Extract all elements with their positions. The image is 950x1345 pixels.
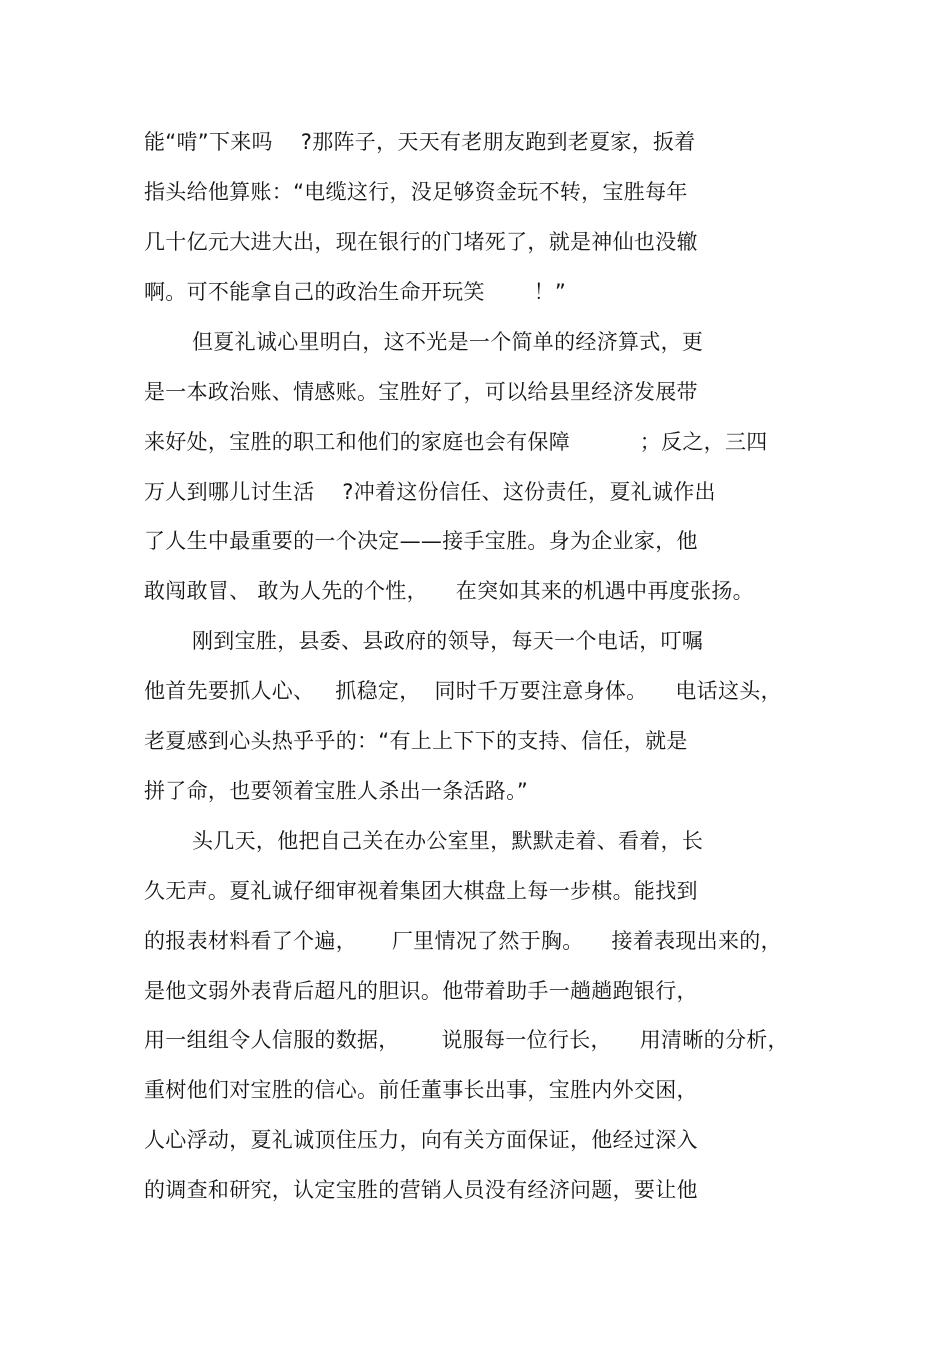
- text-line: 是一本政治账、情感账。宝胜好了，可以给县里经济发展带: [144, 380, 698, 404]
- text-line: 拼了命，也要领着宝胜人杀出一条活路。”: [144, 779, 529, 803]
- text-line: 万人到哪儿讨生活 ?冲着这份信任、这份责任，夏礼诚作出: [144, 480, 716, 504]
- text-line: 重树他们对宝胜的信心。前任董事长出事，宝胜内外交困，: [144, 1078, 698, 1102]
- text-line: 几十亿元大进大出，现在银行的门堵死了，就是神仙也没辙: [144, 230, 698, 254]
- text-line: 的调查和研究，认定宝胜的营销人员没有经济问题，要让他: [144, 1178, 698, 1202]
- text-line: 敢闯敢冒、 敢为人先的个性， 在突如其来的机遇中再度张扬。: [144, 579, 754, 603]
- text-line: 是他文弱外表背后超凡的胆识。他带着助手一趟趟跑银行，: [144, 979, 698, 1003]
- paragraph-start-line: 刚到宝胜，县委、县政府的领导，每天一个电话，叮嘱: [192, 629, 704, 653]
- text-line: 能“啃”下来吗 ?那阵子，天天有老朋友跑到老夏家，扳着: [144, 130, 696, 154]
- text-line: 人心浮动，夏礼诚顶住压力，向有关方面保证，他经过深入: [144, 1128, 698, 1152]
- text-line: 指头给他算账：“电缆这行，没足够资金玩不转，宝胜每年: [144, 180, 688, 204]
- text-line: 久无声。夏礼诚仔细审视着集团大棋盘上每一步棋。能找到: [144, 879, 698, 903]
- text-line: 了人生中最重要的一个决定——接手宝胜。身为企业家，他: [144, 529, 698, 553]
- text-line: 用一组组令人信服的数据， 说服每一位行长， 用清晰的分析，: [144, 1028, 789, 1052]
- paragraph-start-line: 但夏礼诚心里明白，这不光是一个简单的经济算式，更: [192, 330, 704, 354]
- text-line: 来好处，宝胜的职工和他们的家庭也会有保障 ；反之，三四: [144, 430, 768, 454]
- paragraph-start-line: 头几天，他把自己关在办公室里，默默走着、看着，长: [192, 829, 704, 853]
- text-line: 老夏感到心头热乎乎的：“有上上下下的支持、信任，就是: [144, 729, 688, 753]
- text-line: 啊。可不能拿自己的政治生命开玩笑 ！”: [144, 280, 567, 304]
- text-line: 的报表材料看了个遍， 厂里情况了然于胸。 接着表现出来的，: [144, 929, 782, 953]
- text-line: 他首先要抓人心、 抓稳定， 同时千万要注意身体。 电话这头，: [144, 679, 782, 703]
